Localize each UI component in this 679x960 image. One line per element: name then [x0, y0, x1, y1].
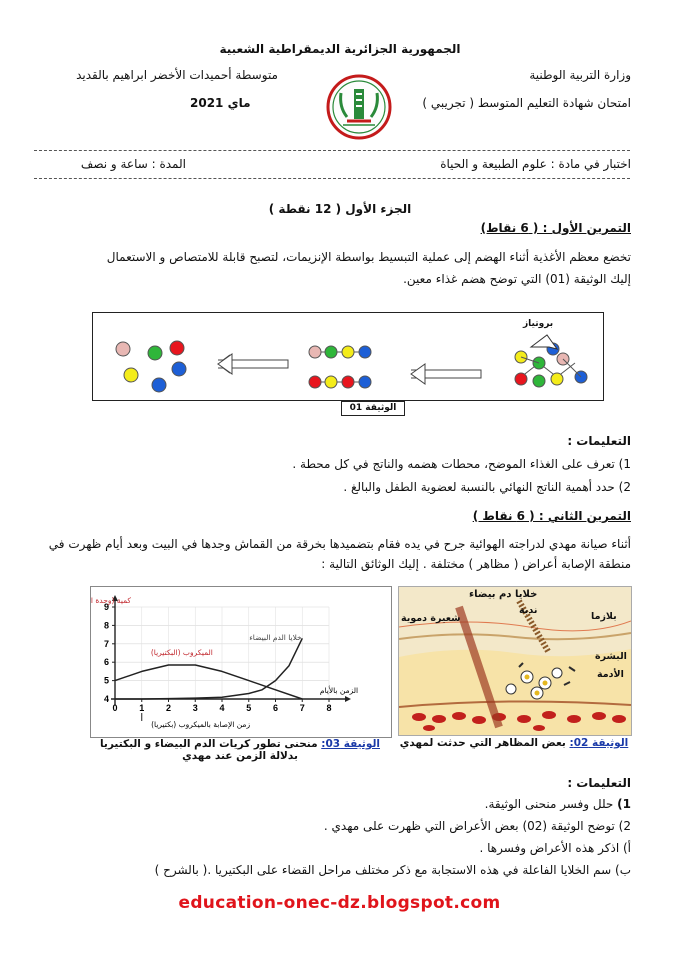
exam-date: ماي 2021	[190, 96, 251, 110]
enzyme-shape	[531, 335, 557, 349]
enzyme-label: بروتياز	[523, 319, 554, 329]
y-tick-label: 4	[103, 694, 109, 704]
republic-title: الجمهورية الجزائرية الديمقراطية الشعبية	[219, 42, 461, 56]
amino-acid-red	[170, 341, 184, 355]
exercise-one-question-1: 1) تعرف على الغذاء الموضح، محطات هضمه والناتج في كل محطة .	[292, 457, 631, 471]
ministry-label: وزارة التربية الوطنية	[529, 68, 631, 82]
document-03-figure	[90, 586, 392, 738]
chart-svg	[91, 587, 391, 737]
peptide-yellow	[342, 346, 354, 358]
exercise-one-question-2: 2) حدد أهمية الناتج النهائي بالنسبة لعضوية الطفل والبالغ .	[343, 480, 631, 494]
exercise-two-title: التمرين الثاني : ( 6 نقاط )	[472, 509, 631, 523]
legend-bacteria: الميكروب (البكتيريا)	[150, 647, 213, 657]
question-1-text: حلل وفسر منحنى الوثيقة.	[484, 797, 618, 811]
amino-acid-blue-2	[172, 362, 186, 376]
label-epidermis: البشرة	[595, 651, 627, 662]
footer-site-link[interactable]: education-onec-dz.blogspot.com	[178, 893, 501, 913]
school-name: متوسطة أحميدات الأخضر ابراهيم بالقديد	[76, 68, 278, 82]
exercise-one-intro	[41, 250, 631, 287]
y-tick-label: 7	[103, 638, 109, 649]
ex2-intro-line-1: أثناء صيانة مهدي لدراجته الهوائية جرح في يده فقام بتضميدها بخرقة من القماش وجدها في البيت وبعد أيام ظهرت في	[48, 537, 631, 551]
part-one-title: الجزء الأول ( 12 نقطة )	[268, 202, 412, 216]
exercise-two-instructions-title: التعليمات :	[567, 776, 631, 790]
document-02-number: الوثيقة 02:	[569, 737, 629, 749]
subject-label: اختبار في مادة : علوم الطبيعة و الحياة	[440, 157, 631, 171]
document-01-label: الوثيقة 01	[341, 401, 405, 416]
y-axis-label: كمية (وحدة	[95, 596, 131, 605]
y-tick-label: 5	[103, 675, 109, 686]
document-03-caption-line-2: بدلالة الزمن عند مهدي	[182, 750, 298, 762]
exercise-two-question-1	[71, 797, 631, 813]
document-01-figure	[92, 312, 604, 413]
x-tick-label: 6	[272, 703, 279, 713]
document-03-caption	[90, 738, 390, 762]
label-dermis: الأدمة	[597, 669, 624, 680]
exercise-two-intro	[31, 537, 631, 572]
peptide-pink	[309, 346, 321, 358]
x-axis-arrow	[345, 696, 351, 702]
intro-line-2: إليك الوثيقة (01) التي توضح هضم غذاء معين.	[403, 271, 631, 286]
ex2-intro-line-2: منطقة الإصابة أعراض ( مظاهر ) مختلفة . إليك الوثائق التالية :	[321, 556, 631, 571]
peptide-blue-2	[359, 376, 371, 388]
x-tick-label: 0	[112, 703, 118, 713]
amino-acid-yellow	[124, 368, 138, 382]
x-axis-annotation: زمن الإصابة بالميكروب (بكتيريا)	[151, 720, 251, 729]
y-tick-label: 8	[103, 620, 109, 631]
question-1-number: 1)	[617, 797, 631, 811]
document-02-caption	[398, 737, 630, 749]
peptide-red-2	[342, 376, 354, 388]
x-axis-label: الزمن بالأيام	[319, 686, 359, 695]
legend-white-blood-cells: خلايا الدم البيضاء	[249, 633, 302, 643]
exercise-two-question-a: أ) اذكر هذه الأعراض وفسرها .	[479, 841, 631, 855]
peptide-red	[309, 376, 321, 388]
label-wbc: خلايا دم بيضاء	[469, 589, 538, 600]
x-tick-label: 5	[246, 703, 252, 713]
label-plasma: بلازما	[591, 611, 617, 622]
x-tick-label: 1	[139, 703, 145, 713]
label-scar: ندبة	[519, 605, 538, 616]
x-tick-label: 3	[192, 703, 198, 713]
peptide-green	[325, 346, 337, 358]
protein-green-2	[533, 375, 545, 387]
x-tick-label: 7	[299, 703, 305, 713]
x-tick-label: 8	[326, 703, 332, 713]
exercise-two-question-2: 2) توضح الوثيقة (02) بعض الأعراض التي ظهرت على مهدي .	[323, 819, 631, 833]
exercise-two-question-b: ب) سم الخلايا الفاعلة في هذه الاستجابة مع ذكر مختلف مراحل القضاء على البكتيريا .( بالشرح )	[154, 863, 631, 877]
label-capillary: شعيرة دموية	[401, 613, 461, 624]
y-tick-label: 6	[103, 657, 109, 668]
intro-line-1: تخضع معظم الأغذية أثناء الهضم إلى عملية التبسيط بواسطة الإنزيمات، لتصبح قابلة للامتصاص و الاستعمال	[106, 250, 631, 264]
exercise-one-title: التمرين الأول : ( 6 نقاط)	[480, 221, 631, 235]
duration-label: المدة : ساعة و نصف	[80, 157, 186, 171]
school-emblem-icon	[325, 73, 393, 141]
peptide-blue	[359, 346, 371, 358]
x-tick-label: 4	[219, 703, 225, 713]
x-tick-label: 2	[165, 703, 172, 713]
protein-yellow-2	[551, 373, 563, 385]
exam-title: امتحان شهادة التعليم المتوسط ( تجريبي )	[422, 96, 631, 110]
document-02-caption-text: بعض المظاهر التي حدثت لمهدي	[399, 737, 570, 749]
amino-acid-blue	[152, 378, 166, 392]
document-03-caption-line-1: منحنى تطور كريات الدم البيضاء و البكتيريا	[99, 738, 322, 750]
protein-red	[515, 373, 527, 385]
peptide-yellow-2	[325, 376, 337, 388]
amino-acid-green	[148, 346, 162, 360]
amino-acid-pink	[116, 342, 130, 356]
document-02-figure	[398, 586, 632, 736]
y-tick-label: 9	[103, 602, 109, 612]
document-03-number: الوثيقة 03:	[321, 738, 380, 750]
exercise-one-instructions-title: التعليمات :	[567, 434, 631, 448]
